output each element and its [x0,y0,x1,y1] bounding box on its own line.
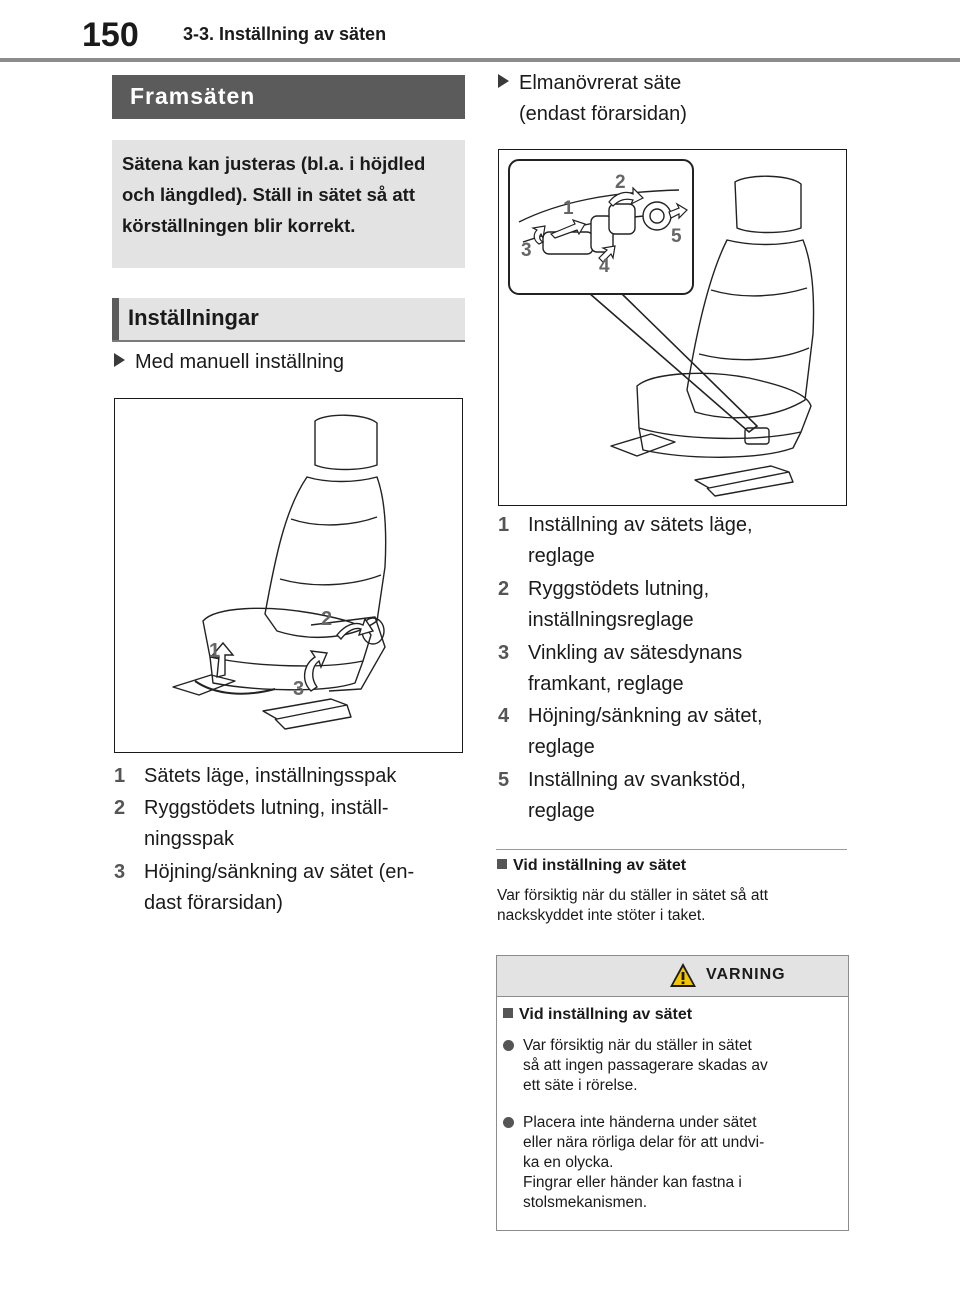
item-text: Höjning/sänkning av sätet (en- [144,861,415,883]
manual-fig-label-2: 2 [321,608,333,630]
warning-bullet-2 [503,1113,843,1213]
item-text: inställningsreglage [528,609,694,631]
dot-bullet-icon [503,1117,514,1128]
power-fig-label-1: 1 [563,198,574,219]
item-text: Inställning av svankstöd, [528,769,746,791]
manual-item-1 [114,761,454,792]
power-item-5 [498,765,844,827]
warning-line: eller nära rörliga delar för att undvi- [523,1134,765,1151]
item-text: Höjning/sänkning av sätet, [528,705,763,727]
note-heading [497,857,686,875]
item-number: 2 [498,578,510,600]
section-heading-bar [112,75,465,119]
square-bullet-icon [503,1008,513,1018]
triangle-bullet-icon [498,74,509,88]
item-number: 1 [114,765,126,787]
item-text: Ryggstödets lutning, inställ- [144,797,389,819]
power-heading [498,72,681,95]
note-body [497,886,847,926]
item-number: 4 [498,705,510,727]
power-heading-line-2: (endast förarsidan) [519,103,687,125]
subheading: Inställningar [128,305,259,330]
warning-header [497,956,848,997]
note-divider [496,849,847,850]
warning-bullet-1 [503,1036,843,1096]
power-fig-label-3: 3 [521,240,532,261]
warning-line: ett säte i rörelse. [523,1077,638,1094]
manual-fig-label-3: 3 [293,678,305,700]
item-number: 3 [498,642,510,664]
warning-line: Fingrar eller händer kan fastna i [523,1174,742,1191]
subheading-edge [112,298,119,340]
manual-heading-text: Med manuell inställning [135,351,345,373]
triangle-bullet-icon [114,353,125,367]
power-item-4 [498,701,844,763]
manual-item-2 [114,793,454,855]
item-text: Vinkling av sätesdynans [528,642,743,664]
manual-fig-label-1: 1 [209,640,221,662]
header-divider [0,58,960,62]
power-item-2 [498,574,844,636]
power-heading-line-1: Elmanövrerat säte [519,72,682,94]
note-line: Var försiktig när du ställer in sätet så att [497,887,769,904]
manual-seat-figure [114,398,463,753]
item-number: 1 [498,514,510,536]
warning-triangle-icon [669,962,697,988]
warning-box [496,955,849,1231]
warning-line: ka en olycka. [523,1154,614,1171]
intro-box [112,140,465,268]
square-bullet-icon [497,859,507,869]
power-item-3 [498,638,844,700]
power-item-1 [498,510,844,572]
warning-line: så att ingen passagerare skadas av [523,1057,768,1074]
intro-text: Sätena kan justeras (bl.a. i höjdled och längdled). Ställ in sätet så att körställningen blir korrekt. [122,153,426,236]
warning-title: VARNING [706,966,786,983]
power-fig-label-4: 4 [599,256,610,277]
item-text: Ryggstödets lutning, [528,578,710,600]
item-text: reglage [528,545,595,567]
note-heading-text: Vid inställning av sätet [513,857,687,874]
warning-line: Var försiktig när du ställer in sätet [523,1037,752,1054]
dot-bullet-icon [503,1040,514,1051]
manual-item-3 [114,857,454,919]
item-number: 3 [114,861,126,883]
page-number: 150 [82,16,139,54]
item-text: reglage [528,800,595,822]
item-text: ningsspak [144,828,235,850]
section-heading: Framsäten [130,83,256,109]
item-number: 5 [498,769,510,791]
power-fig-label-2: 2 [615,172,626,193]
item-text: Sätets läge, inställningsspak [144,765,397,787]
item-text: reglage [528,736,595,758]
warning-heading-text: Vid inställning av sätet [519,1006,693,1023]
warning-line: Placera inte händerna under sätet [523,1114,757,1131]
item-number: 2 [114,797,126,819]
power-seat-illustration [499,150,846,505]
manual-seat-illustration [115,399,462,752]
warning-heading [503,1006,692,1024]
item-text: dast förarsidan) [144,892,283,914]
item-text: Inställning av sätets läge, [528,514,753,536]
power-seat-figure [498,149,847,506]
section-title: 3-3. Inställning av säten [183,24,387,44]
note-line: nackskyddet inte stöter i taket. [497,907,706,924]
power-fig-label-5: 5 [671,226,682,247]
subheading-bar [112,298,465,342]
item-text: framkant, reglage [528,673,684,695]
manual-heading [114,351,344,374]
warning-line: stolsmekanismen. [523,1194,648,1211]
